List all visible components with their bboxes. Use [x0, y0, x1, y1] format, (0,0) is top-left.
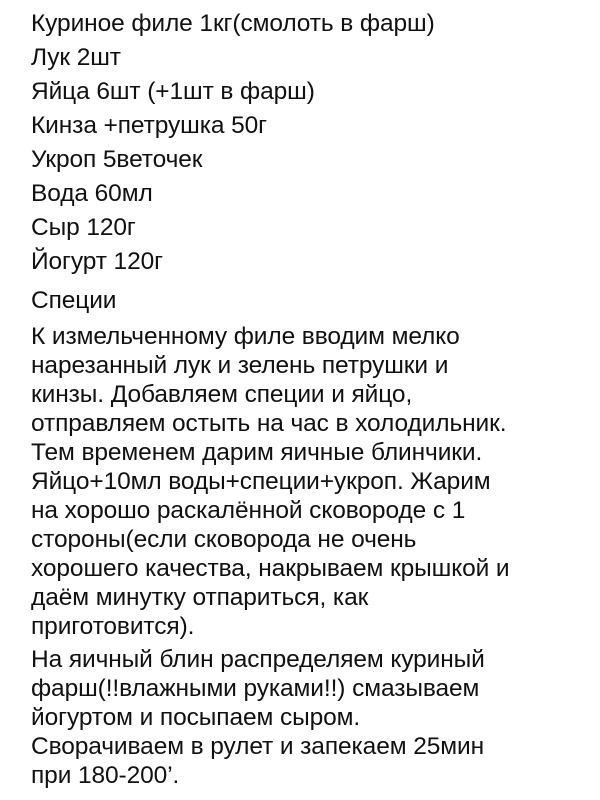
ingredient-onion: Лук 2шт — [31, 44, 121, 71]
ingredient-dill: Укроп 5веточек — [31, 146, 203, 173]
ingredient-cheese: Сыр 120г — [31, 214, 136, 241]
ingredient-yogurt: Йогурт 120г — [31, 248, 163, 275]
ingredient-chicken: Куриное филе 1кг(смолоть в фарш) — [31, 10, 435, 37]
ingredient-list — [31, 7, 588, 320]
ingredient-herbs: Кинза +петрушка 50г — [31, 112, 267, 139]
instruction-paragraph-1: К измельченному филе вводим мелко нарезанный лук и зелень петрушки и кинзы. Добавляем специи и яйцо, отправляем остыть на час в холодильник. Тем временем дарим яичные блинчики. Яйцо+10мл воды+специи+укроп. Жарим на хорошо раскалённой сковороде с 1 стороны(если сковорода не очень хорошего качества, накрываем крышкой и даём минутку отпариться, как приготовится). — [31, 323, 510, 640]
ingredient-water: Вода 60мл — [31, 180, 153, 207]
ingredient-spices: Специи — [31, 287, 117, 314]
instruction-paragraph-2: На яичный блин распределяем куриный фарш(!!влажными руками!!) смазываем йогуртом и посыпаем сыром. Сворачиваем в рулет и запекаем 25мин при 180-200’. — [31, 646, 485, 789]
ingredient-eggs: Яйца 6шт (+1шт в фарш) — [31, 78, 315, 105]
